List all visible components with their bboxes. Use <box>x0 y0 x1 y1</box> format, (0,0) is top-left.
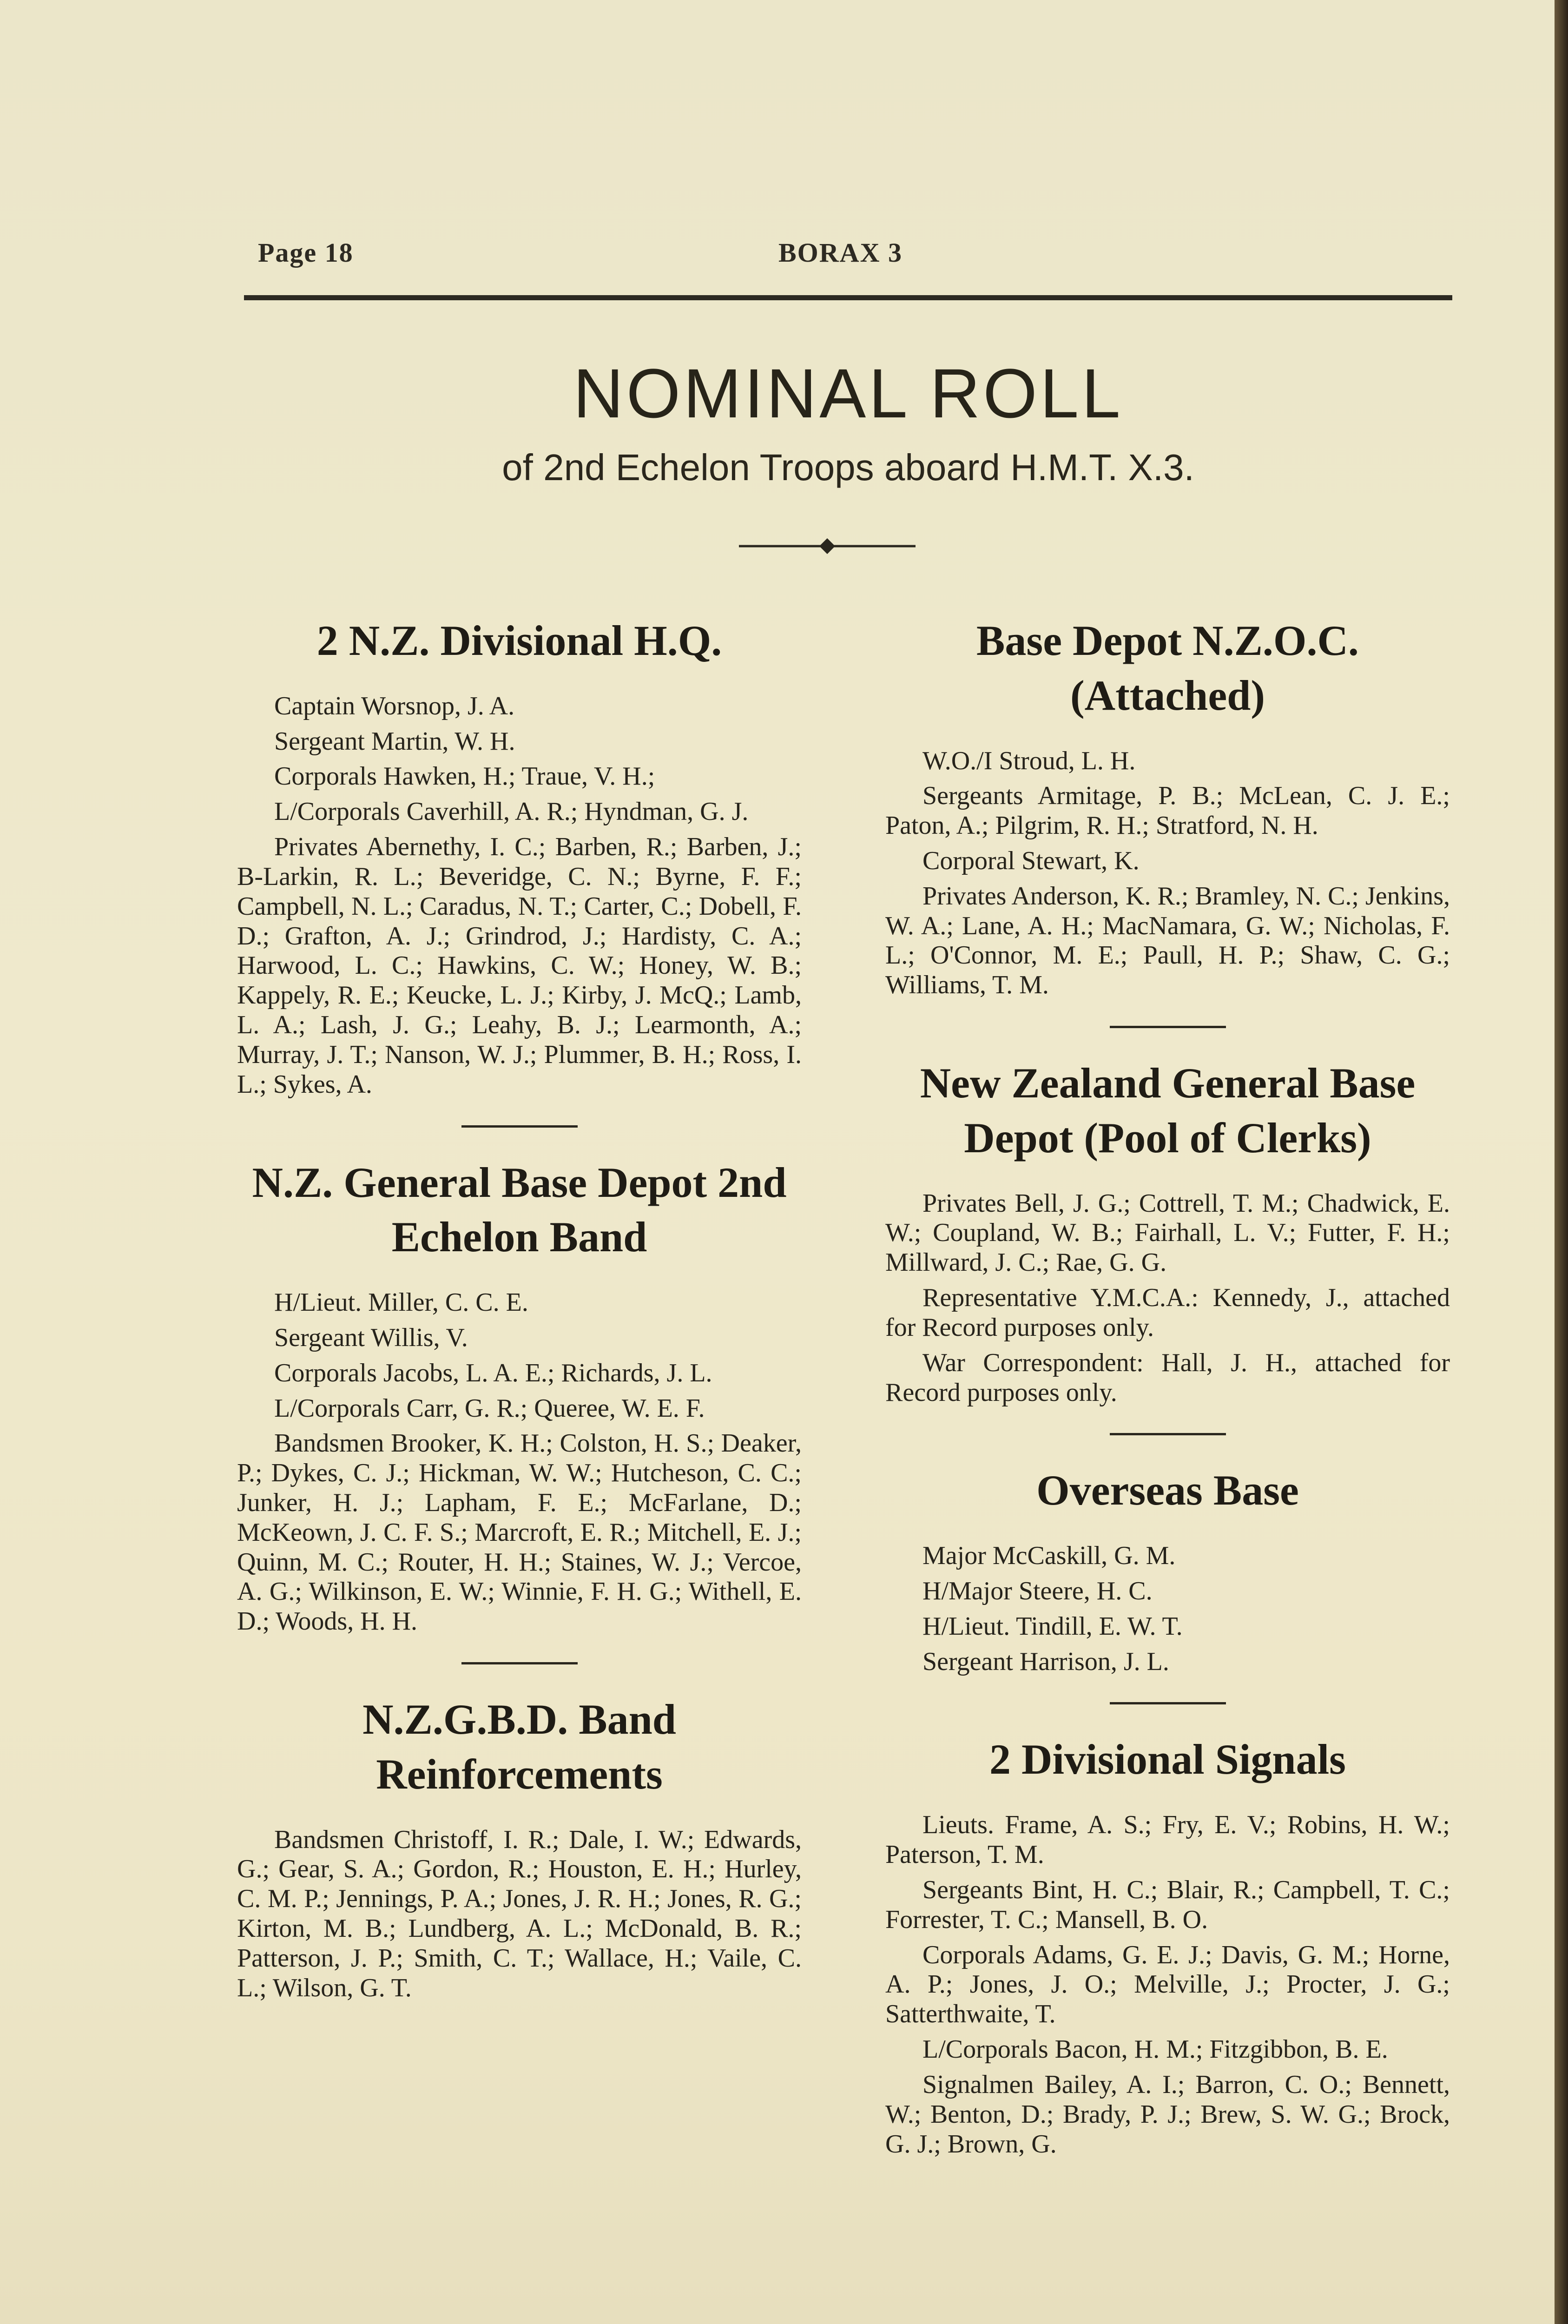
roll-entry: Sergeants Bint, H. C.; Blair, R.; Campbell, T. C.; Forrester, T. C.; Mansell, B. O. <box>885 1875 1450 1934</box>
page-number: Page 18 <box>258 238 354 268</box>
roll-entry: Privates Abernethy, I. C.; Barben, R.; Barben, J.; B-Larkin, R. L.; Beveridge, C. N.; Byrne, F. F.; Campbell, N. L.; Caradus, N. T.; Carter, C.; Dobell, F. D.; Grafton, A. J.; Grindrod, J.; Hardisty, C. A.; Harwood, L. C.; Hawkins, C. W.; Honey, W. B.; Kappely, R. E.; Keucke, L. J.; Kirby, J. McQ.; Lamb, L. A.; Lash, J. G.; Leahy, B. J.; Learmonth, A.; Murray, J. T.; Nanson, W. J.; Plummer, B. H.; Ross, I. L.; Sykes, A. <box>237 832 802 1099</box>
diamond-ornament-icon <box>739 535 916 558</box>
section-divider <box>1110 1026 1226 1028</box>
roll-entry: L/Corporals Caverhill, A. R.; Hyndman, G. J. <box>274 797 749 826</box>
roll-entry: Sergeant Willis, V. <box>274 1323 468 1352</box>
roll-entry: Major McCaskill, G. M. <box>922 1541 1176 1571</box>
roll-entry: Sergeant Martin, W. H. <box>274 726 515 756</box>
section-heading: Base Depot N.Z.O.C. (Attached) <box>976 617 1359 719</box>
section-heading: 2 N.Z. Divisional H.Q. <box>316 617 722 664</box>
roll-entry: H/Major Steere, H. C. <box>922 1577 1153 1605</box>
right-column <box>885 614 1450 2165</box>
roll-entry: Representative Y.M.C.A.: Kennedy, J., attached for Record purposes only. <box>885 1283 1450 1342</box>
section-heading: New Zealand General Base Depot (Pool of Clerks) <box>920 1059 1416 1162</box>
section-heading: 2 Divisional Signals <box>989 1736 1346 1783</box>
roll-entry: Signalmen Bailey, A. I.; Barron, C. O.; Bennett, W.; Benton, D.; Brady, P. J.; Brew, S. W. G.; Brock, G. J.; Brown, G. <box>885 2070 1450 2159</box>
roll-entry: Bandsmen Christoff, I. R.; Dale, I. W.; Edwards, G.; Gear, S. A.; Gordon, R.; Houston, E. H.; Hurley, C. M. P.; Jennings, P. A.; Jones, J. R. H.; Jones, R. G.; Kirton, M. B.; Lundberg, A. L.; McDonald, B. R.; Patterson, J. P.; Smith, C. T.; Wallace, H.; Vaile, C. L.; Wilson, G. T. <box>237 1825 802 2002</box>
section-divider <box>1110 1702 1226 1704</box>
section-divider <box>1110 1433 1226 1435</box>
roll-entry: Corporals Jacobs, L. A. E.; Richards, J. L. <box>274 1358 712 1387</box>
running-title: BORAX 3 <box>778 238 903 268</box>
section-divisional-hq <box>237 614 802 1100</box>
section-band-reinforcements <box>237 1692 802 2003</box>
section-divisional-signals <box>885 1732 1450 2159</box>
roll-entry: Bandsmen Brooker, K. H.; Colston, H. S.; Deaker, P.; Dykes, C. J.; Hickman, W. W.; Hutcheson, C. C.; Junker, H. J.; Lapham, F. E.; McFarlane, D.; McKeown, J. C. F. S.; Marcroft, E. R.; Mitchell, E. J.; Quinn, M. C.; Router, H. H.; Staines, W. J.; Vercoe, A. G.; Wilkinson, E. W.; Winnie, F. H. G.; Withell, E. D.; Woods, H. H. <box>237 1429 802 1636</box>
roll-entry: Sergeants Armitage, P. B.; McLean, C. J. E.; Paton, A.; Pilgrim, R. H.; Stratford, N. H. <box>885 781 1450 840</box>
roll-entry: L/Corporals Bacon, H. M.; Fitzgibbon, B. E. <box>922 2035 1388 2064</box>
roll-entry: H/Lieut. Miller, C. C. E. <box>274 1288 528 1317</box>
roll-entry: Captain Worsnop, J. A. <box>274 691 515 720</box>
section-overseas-base <box>885 1463 1450 1677</box>
roll-entry: Privates Bell, J. G.; Cottrell, T. M.; Chadwick, E. W.; Coupland, W. B.; Fairhall, L. V.; Futter, F. H.; Millward, J. C.; Rae, G. G. <box>885 1188 1450 1277</box>
section-divider <box>461 1125 578 1128</box>
left-column <box>237 614 802 2009</box>
roll-entry: W.O./I Stroud, L. H. <box>922 746 1136 775</box>
page-subtitle: of 2nd Echelon Troops aboard H.M.T. X.3. <box>502 447 1194 488</box>
section-heading: Overseas Base <box>1036 1466 1299 1514</box>
book-spine-shadow <box>1555 0 1568 2324</box>
header-rule <box>244 295 1452 300</box>
roll-entry: L/Corporals Carr, G. R.; Queree, W. E. F. <box>274 1393 705 1423</box>
roll-entry: Corporals Hawken, H.; Traue, V. H.; <box>274 762 655 791</box>
roll-entry: Privates Anderson, K. R.; Bramley, N. C.; Jenkins, W. A.; Lane, A. H.; MacNamara, G. W.; Nicholas, F. L.; O'Connor, M. E.; Paull, H. P.; Shaw, C. G.; Williams, T. M. <box>885 881 1450 1000</box>
section-divider <box>461 1662 578 1664</box>
roll-entry: Corporal Stewart, K. <box>922 846 1140 875</box>
roll-entry: Corporals Adams, G. E. J.; Davis, G. M.; Horne, A. P.; Jones, J. O.; Melville, J.; Procter, J. G.; Satterthwaite, T. <box>885 1940 1450 2029</box>
section-pool-of-clerks <box>885 1056 1450 1407</box>
roll-entry: H/Lieut. Tindill, E. W. T. <box>922 1611 1183 1641</box>
section-heading: N.Z.G.B.D. Band Reinforcements <box>362 1696 676 1798</box>
section-heading: N.Z. General Base Depot 2nd Echelon Band <box>252 1158 787 1261</box>
roll-entry: War Correspondent: Hall, J. H., attached for Record purposes only. <box>885 1348 1450 1407</box>
roll-entry: Sergeant Harrison, J. L. <box>922 1647 1169 1676</box>
section-band <box>237 1155 802 1637</box>
roll-entry: Lieuts. Frame, A. S.; Fry, E. V.; Robins, H. W.; Paterson, T. M. <box>885 1810 1450 1869</box>
page-title: NOMINAL ROLL <box>573 354 1123 432</box>
section-base-depot-nzoc <box>885 614 1450 1000</box>
